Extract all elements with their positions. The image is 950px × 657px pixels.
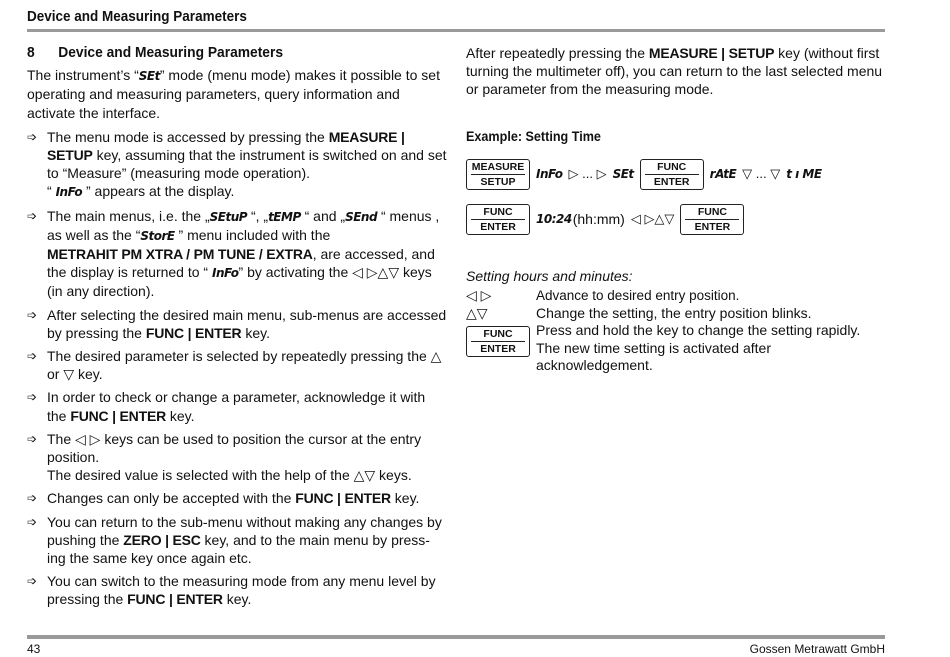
page-header: Device and Measuring Parameters xyxy=(27,8,247,25)
legend-text xyxy=(536,322,886,375)
page-number: 43 xyxy=(27,642,41,656)
text: key. xyxy=(166,407,195,424)
text: key. xyxy=(222,591,252,608)
text: The menu mode is accessed by pressing the xyxy=(47,128,329,145)
arrow-icon: ➩ xyxy=(27,514,38,529)
text: ” mode (menu mode) makes it possible to set operating and measuring parameters, query information and activate the interface. xyxy=(27,67,440,121)
legend-text: Change the setting, the entry position blinks. xyxy=(536,304,812,321)
sequence-row-1 xyxy=(466,159,886,190)
arrow-icon: ➩ xyxy=(27,349,38,364)
func-enter-key-icon xyxy=(466,326,530,357)
text: key (without first turning the multimeter off), you can return to the last selected menu or parameter from the measuring mode. xyxy=(466,45,883,98)
key-bottom-label: ENTER xyxy=(694,220,731,233)
subsection-title: Setting hours and minutes: xyxy=(466,267,633,284)
text: In order to check or change a parameter, acknowledge it with the xyxy=(47,389,426,424)
text: ” menu included with the xyxy=(174,226,331,243)
list-item xyxy=(27,489,447,507)
text: key, assuming that the instrument is switched on and set to “Measure” (measuring mode operation). xyxy=(47,147,447,182)
lcd-text: tEMP xyxy=(268,209,301,224)
text: The desired value is selected with the help of the △▽ keys. xyxy=(47,467,412,484)
key-bottom-label: ENTER xyxy=(653,175,690,188)
footer-rule xyxy=(27,635,885,639)
measure-setup-key-icon xyxy=(466,159,530,190)
text: After repeatedly pressing the xyxy=(466,45,649,61)
lcd-text: SEt xyxy=(612,167,634,182)
key-top-label: FUNC xyxy=(483,205,513,218)
key-top-label: FUNC xyxy=(483,328,513,341)
text: The new time setting is activated after acknowledgement. xyxy=(536,339,771,374)
func-enter-key-icon xyxy=(640,159,704,190)
arrow-keys-text: ▷ ... ▷ xyxy=(568,166,607,182)
lcd-text: SEnd xyxy=(345,209,378,224)
legend-key: ◁ ▷ xyxy=(466,287,492,304)
left-column xyxy=(27,44,447,614)
key-name: FUNC | ENTER xyxy=(127,591,223,608)
sequence-row-2 xyxy=(466,204,886,235)
text: The main menus, i.e. the „ xyxy=(47,207,210,224)
arrow-icon: ➩ xyxy=(27,491,38,506)
text: ” appears at the display. xyxy=(82,183,235,200)
list-item xyxy=(27,572,447,608)
key-bottom-label: ENTER xyxy=(480,220,516,233)
model-names: METRAHIT PM XTRA / PM TUNE / EXTRA xyxy=(47,246,313,263)
arrow-keys-text: ◁ ▷△▽ xyxy=(630,211,675,227)
key-name: FUNC | ENTER xyxy=(70,407,166,424)
text: Changes can only be accepted with the xyxy=(47,490,296,507)
text: “ and „ xyxy=(300,207,346,224)
lcd-text: InFo xyxy=(55,185,83,200)
text: The desired parameter is selected by repeatedly pressing the △ or ▽ key. xyxy=(47,348,442,383)
func-enter-key-icon xyxy=(680,204,744,235)
text: key. xyxy=(390,490,420,507)
list-item xyxy=(27,388,447,424)
func-enter-key-icon xyxy=(466,204,530,235)
lcd-text: StorE xyxy=(140,228,175,243)
key-name: MEASURE | SETUP xyxy=(648,45,775,61)
text: , are accessed, and the display is returned to “ xyxy=(47,246,435,281)
intro-paragraph xyxy=(27,66,447,122)
text: key. xyxy=(241,324,271,341)
arrow-icon: ➩ xyxy=(27,129,38,144)
legend-row xyxy=(466,322,886,375)
legend-key: △▽ xyxy=(466,304,488,321)
header-rule xyxy=(27,29,885,32)
key-bottom-label: SETUP xyxy=(480,175,516,188)
arrow-icon: ➩ xyxy=(27,390,38,405)
arrow-icon: ➩ xyxy=(27,307,38,322)
lcd-text: 10:24 xyxy=(536,212,572,227)
text: Press and hold the key to change the setting rapidly. xyxy=(536,322,861,339)
key-name: MEASURE | SETUP xyxy=(47,128,405,164)
legend-row xyxy=(466,287,886,305)
arrow-icon: ➩ xyxy=(27,208,38,223)
list-item xyxy=(27,347,447,383)
key-legend xyxy=(466,287,886,375)
text: “, „ xyxy=(247,207,269,224)
key-top-label: MEASURE xyxy=(471,160,525,173)
text: The instrument’s “ xyxy=(27,67,139,84)
lcd-text: rAtE xyxy=(709,167,737,182)
return-paragraph xyxy=(466,44,886,99)
lcd-text: SEt xyxy=(138,69,160,84)
legend-row xyxy=(466,305,886,323)
text: ” by activating the ◁ ▷△▽ keys (in any direction). xyxy=(47,264,432,300)
text: key, and to the main menu by press-ing the same key once again etc. xyxy=(47,531,430,567)
key-bottom-label: ENTER xyxy=(480,343,516,356)
time-format-text: (hh:mm) xyxy=(572,211,625,228)
list-item xyxy=(27,207,447,301)
right-column xyxy=(466,44,886,375)
key-top-label: FUNC xyxy=(657,160,687,173)
text: You can switch to the measuring mode from any menu level by pressing the xyxy=(47,573,436,608)
section-title xyxy=(27,44,413,62)
section-title-text: Device and Measuring Parameters xyxy=(58,44,284,61)
example-title: Example: Setting Time xyxy=(466,127,601,144)
text: The ◁ ▷ keys can be used to position the cursor at the entry position. xyxy=(47,430,422,466)
lcd-text: SEtuP xyxy=(209,209,248,224)
arrow-keys-text: ▽ ... ▽ xyxy=(742,166,781,182)
key-name: FUNC | ENTER xyxy=(145,324,242,341)
text: You can return to the sub-menu without making any changes by pushing the xyxy=(47,513,442,548)
list-item xyxy=(27,430,447,485)
legend-key xyxy=(466,322,536,375)
key-name: ZERO | ESC xyxy=(123,531,201,548)
lcd-text: InFo xyxy=(536,167,563,182)
text: After selecting the desired main menu, sub-menus are accessed by pressing the xyxy=(47,306,447,341)
text: “ menus , as well as the “ xyxy=(47,207,440,243)
arrow-icon: ➩ xyxy=(27,431,38,446)
legend-text: Advance to desired entry position. xyxy=(536,288,740,304)
key-name: FUNC | ENTER xyxy=(295,490,391,507)
lcd-text: t ı ME xyxy=(786,167,822,182)
section-number: 8 xyxy=(27,44,35,61)
list-item xyxy=(27,306,447,342)
company-name: Gossen Metrawatt GmbH xyxy=(749,642,885,656)
key-top-label: FUNC xyxy=(697,205,728,218)
arrow-icon: ➩ xyxy=(27,574,38,589)
text: “ xyxy=(47,183,56,200)
lcd-text: InFo xyxy=(211,266,239,281)
list-item xyxy=(27,513,447,568)
instruction-list xyxy=(27,128,447,609)
list-item xyxy=(27,128,447,202)
